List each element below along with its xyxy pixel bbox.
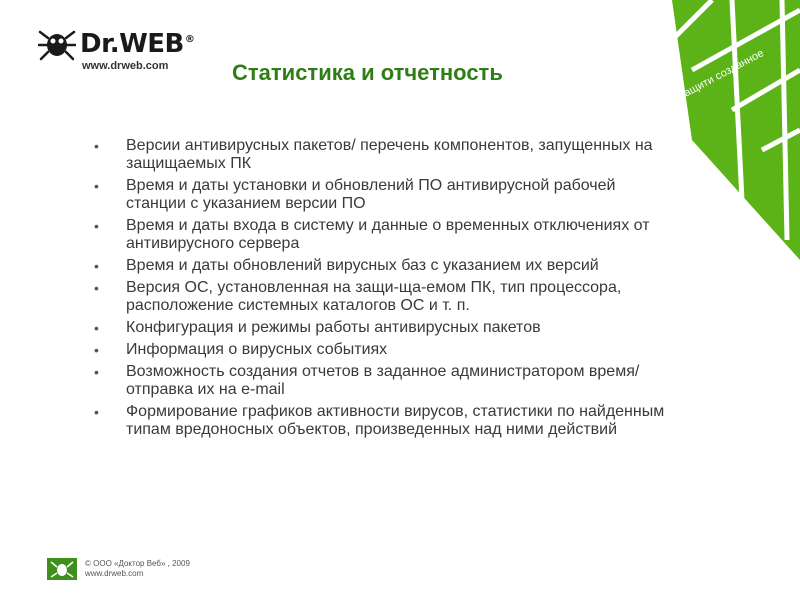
list-item: • Версия ОС, установленная на защи-ща-емом ПК, тип процессора, расположение системных каталогов ОС и т. п. bbox=[94, 279, 622, 314]
bullet-icon: • bbox=[94, 218, 99, 234]
footer-text bbox=[85, 559, 190, 579]
drweb-logo bbox=[38, 26, 194, 72]
dr-web-footer-logo-icon bbox=[47, 558, 77, 580]
bullet-icon: • bbox=[94, 364, 99, 380]
bullet-icon: • bbox=[94, 404, 99, 420]
list-item: • Информация о вирусных событиях bbox=[94, 341, 388, 358]
bullet-list bbox=[94, 137, 674, 443]
list-item: • Формирование графиков активности вирусов, статистики по найденным типам вредоносных объектов, произведенных над ними действий bbox=[94, 403, 665, 438]
registered-mark: ® bbox=[184, 34, 195, 46]
brand-name: Dr.WEB® bbox=[80, 29, 195, 59]
list-item: • Возможность создания отчетов в заданное администратором время/отправка их на e-mail bbox=[94, 363, 640, 398]
bullet-icon: • bbox=[94, 342, 99, 358]
list-item: • Время и даты обновлений вирусных баз с указанием их версий bbox=[94, 257, 599, 274]
list-item: • Время и даты установки и обновлений ПО антивирусной рабочей станции с указанием версии ПО bbox=[94, 177, 616, 212]
list-item: • Версии антивирусных пакетов/ перечень компонентов, запущенных на защищаемых ПК bbox=[94, 137, 653, 172]
bullet-icon: • bbox=[94, 320, 99, 336]
slide-title: Статистика и отчетность bbox=[232, 60, 503, 85]
bullet-icon: • bbox=[94, 178, 99, 194]
slogan-text: Защити созданное bbox=[676, 47, 766, 103]
footer bbox=[47, 558, 190, 580]
bullet-icon: • bbox=[94, 258, 99, 274]
bullet-icon: • bbox=[94, 280, 99, 296]
list-item: • Время и даты входа в систему и данные о временных отключениях от антивирусного сервера bbox=[94, 217, 650, 252]
dr-web-spider-icon bbox=[38, 26, 76, 62]
logo-url: www.drweb.com bbox=[82, 60, 169, 72]
footer-copyright: © ООО «Доктор Веб» , 2009 bbox=[85, 559, 190, 568]
green-corner-decoration bbox=[672, 0, 800, 260]
list-item: • Конфигурация и режимы работы антивирусных пакетов bbox=[94, 319, 541, 336]
footer-url: www.drweb.com bbox=[85, 569, 144, 578]
bullet-icon: • bbox=[94, 138, 99, 154]
